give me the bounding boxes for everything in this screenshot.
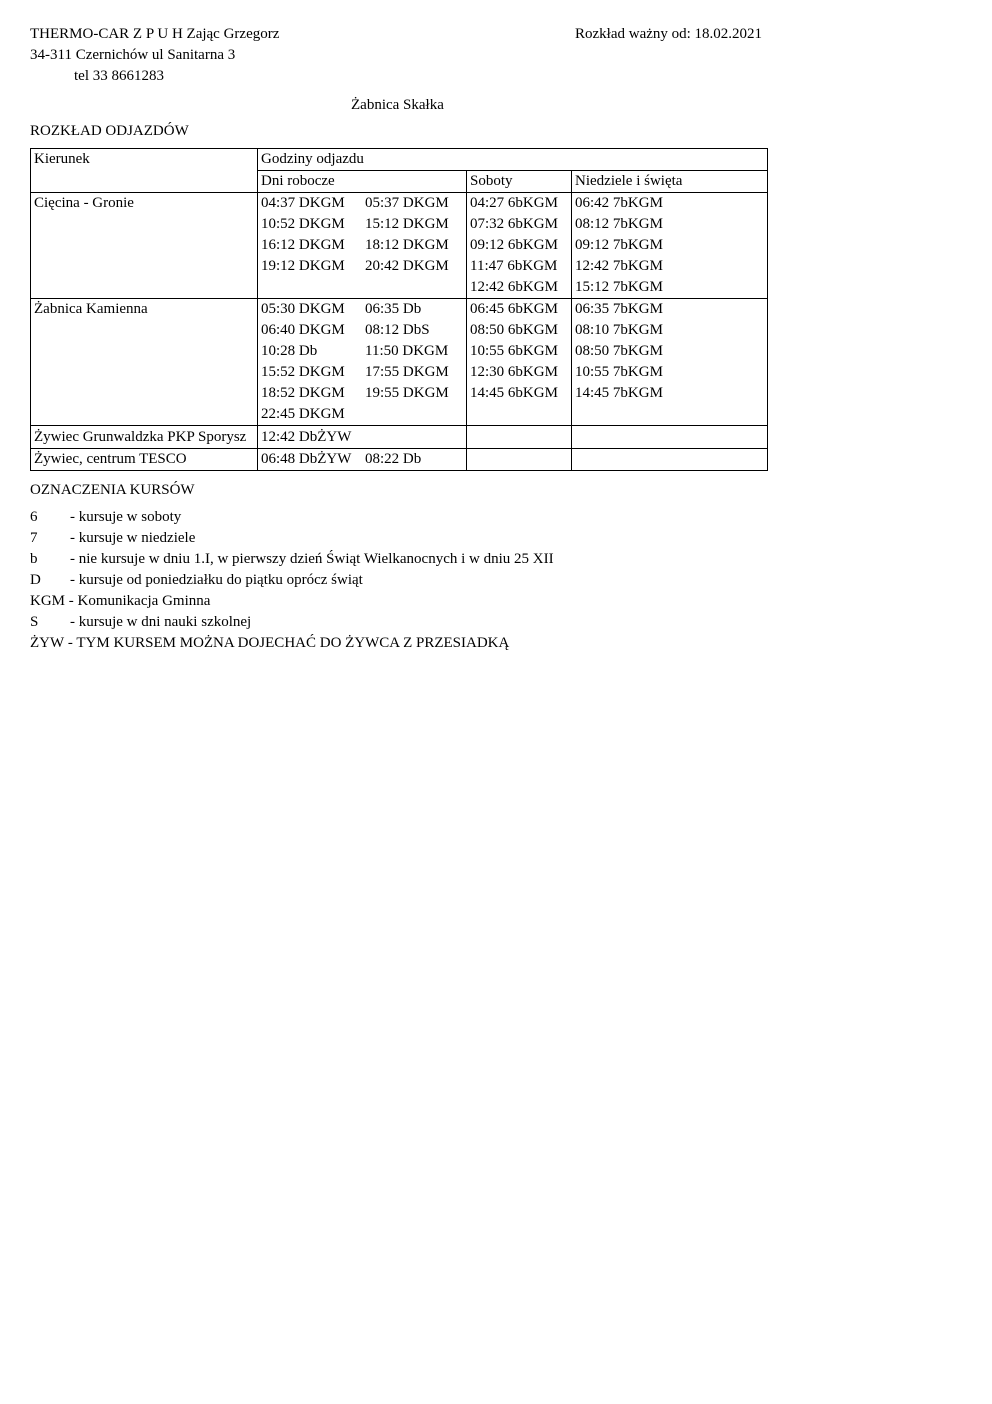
weekday-times [258,426,467,449]
legend-item [30,592,210,610]
departure-time: 10:55 6bKGM [470,343,558,359]
stop-name: Żabnica Skałka [351,97,444,113]
departure-time: 06:35 Db [365,301,422,317]
departure-time: 05:30 DKGM [261,301,345,317]
legend-key: D [30,572,41,588]
saturday-times [467,449,572,471]
departure-time: 06:40 DKGM [261,322,345,338]
departure-time: 10:52 DKGM [261,216,345,232]
company-address: 34-311 Czernichów ul Sanitarna 3 [30,47,236,63]
table-row [31,299,768,426]
legend-item [30,550,554,568]
departure-time: 15:12 7bKGM [575,279,663,295]
legend-key: 7 [30,530,38,546]
saturday-times [467,426,572,449]
legend-text: - nie kursuje w dniu 1.I, w pierwszy dzień Świąt Wielkanocnych i w dniu 25 XII [70,551,554,567]
direction-cell: Żywiec Grunwaldzka PKP Sporysz [31,426,258,449]
legend-text: - TYM KURSEM MOŻNA DOJECHAĆ DO ŻYWCA Z PRZESIADKĄ [67,635,510,651]
table-row [31,449,768,471]
sunday-times [572,299,768,426]
departure-time: 17:55 DKGM [365,364,449,380]
departure-time: 12:42 DbŻYW [261,429,352,445]
departure-time: 14:45 6bKGM [470,385,558,401]
table-row [31,426,768,449]
departure-time: 06:45 6bKGM [470,301,558,317]
departure-time: 11:50 DKGM [365,343,449,359]
departure-time: 08:22 Db [365,451,422,467]
departure-time: 10:28 Db [261,343,318,359]
departure-time: 06:48 DbŻYW [261,451,352,467]
timetable [30,148,768,471]
sunday-times [572,426,768,449]
direction-cell: Żabnica Kamienna [31,299,258,426]
departure-time: 11:47 6bKGM [470,258,558,274]
departure-time: 08:12 7bKGM [575,216,663,232]
saturday-times [467,193,572,299]
departure-time: 08:50 6bKGM [470,322,558,338]
legend-key: KGM [30,593,66,609]
departure-time: 06:42 7bKGM [575,195,663,211]
departure-time: 10:55 7bKGM [575,364,663,380]
legend-text: - Komunikacja Gminna [68,593,211,609]
departure-time: 18:52 DKGM [261,385,345,401]
legend-item [30,529,195,547]
legend-text: - kursuje w soboty [70,509,182,525]
legend-item [30,634,509,652]
weekday-times [258,193,467,299]
direction-cell: Cięcina - Gronie [31,193,258,299]
legend-item [30,571,363,589]
departure-time: 07:32 6bKGM [470,216,558,232]
header-saturdays: Soboty [467,171,572,193]
departure-time: 18:12 DKGM [365,237,449,253]
header-weekdays: Dni robocze [258,171,467,193]
departure-time: 09:12 6bKGM [470,237,558,253]
legend-text: - kursuje w dni nauki szkolnej [70,614,252,630]
saturday-times [467,299,572,426]
legend-text: - kursuje od poniedziałku do piątku oprócz świąt [70,572,363,588]
legend-item [30,613,251,631]
departure-time: 14:45 7bKGM [575,385,663,401]
weekday-times [258,299,467,426]
departure-time: 12:42 7bKGM [575,258,663,274]
sunday-times [572,193,768,299]
header-sundays: Niedziele i święta [572,171,768,193]
company-name: THERMO-CAR Z P U H Zając Grzegorz [30,26,280,42]
departure-time: 04:27 6bKGM [470,195,558,211]
departure-time: 12:30 6bKGM [470,364,558,380]
header-direction: Kierunek [31,149,258,193]
departure-time: 19:55 DKGM [365,385,449,401]
departure-time: 19:12 DKGM [261,258,345,274]
departure-time: 08:10 7bKGM [575,322,663,338]
legend-title: OZNACZENIA KURSÓW [30,482,195,498]
departure-time: 16:12 DKGM [261,237,345,253]
legend-key: b [30,551,38,567]
legend-item [30,508,181,526]
legend-key: 6 [30,509,38,525]
departure-time: 22:45 DKGM [261,406,345,422]
legend-key: S [30,614,39,630]
departure-time: 15:12 DKGM [365,216,449,232]
sunday-times [572,449,768,471]
legend-text: - kursuje w niedziele [70,530,196,546]
departure-time: 12:42 6bKGM [470,279,558,295]
weekday-times [258,449,467,471]
departure-time: 08:50 7bKGM [575,343,663,359]
table-row [31,193,768,299]
departure-time: 09:12 7bKGM [575,237,663,253]
section-title: ROZKŁAD ODJAZDÓW [30,123,189,139]
departure-time: 04:37 DKGM [261,195,345,211]
departure-time: 06:35 7bKGM [575,301,663,317]
valid-from: Rozkład ważny od: 18.02.2021 [575,26,763,42]
departure-time: 05:37 DKGM [365,195,449,211]
departure-time: 15:52 DKGM [261,364,345,380]
direction-cell: Żywiec, centrum TESCO [31,449,258,471]
departure-time: 20:42 DKGM [365,258,449,274]
legend-key: ŻYW [30,635,65,651]
company-phone: tel 33 8661283 [74,68,164,84]
header-hours: Godziny odjazdu [258,149,768,171]
departure-time: 08:12 DbS [365,322,430,338]
